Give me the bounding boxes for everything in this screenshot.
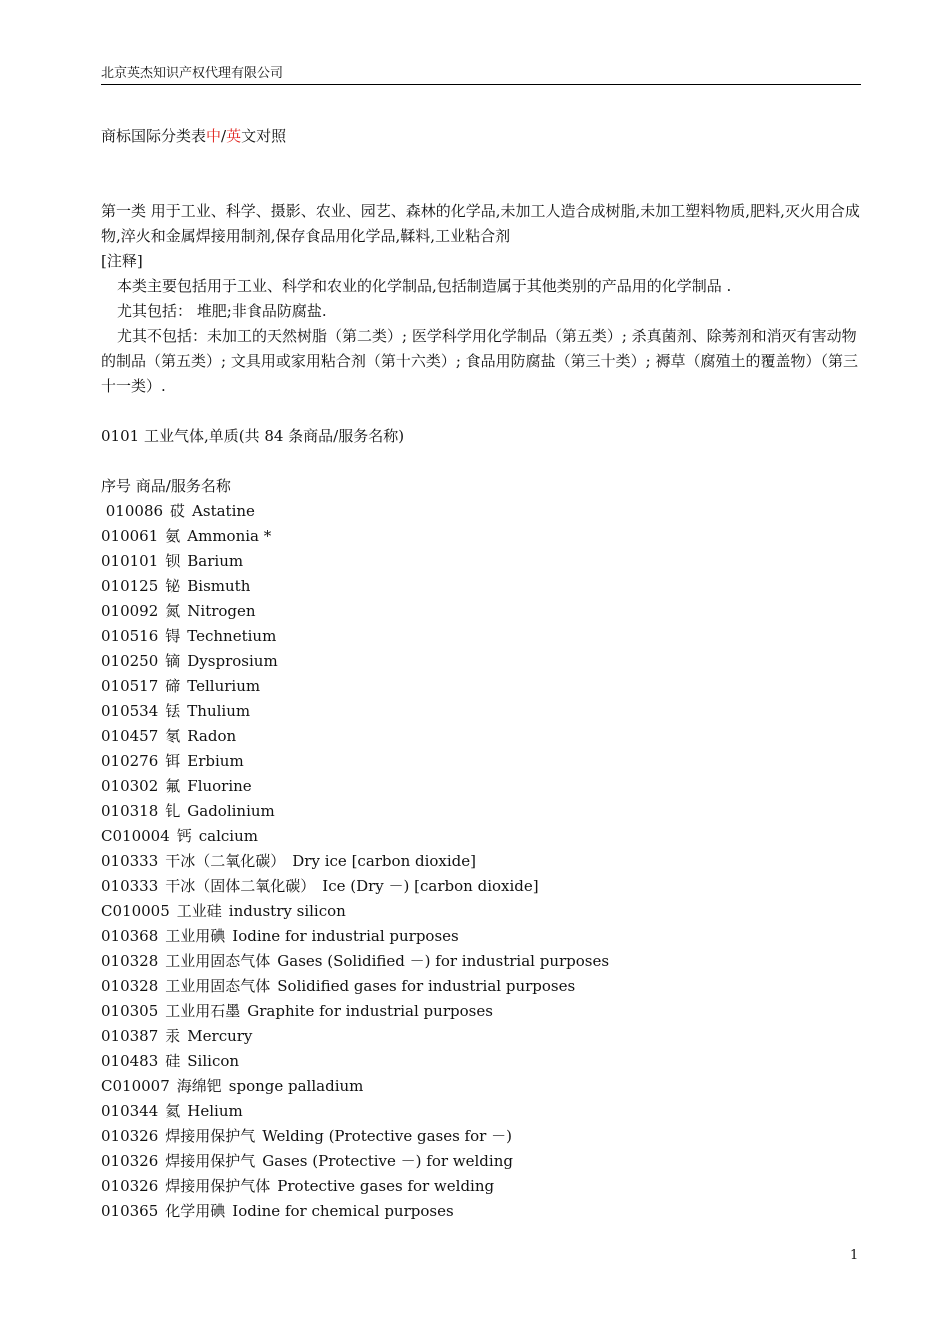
item-zh: 化学用碘 (165, 1202, 226, 1220)
title-en: 英 (226, 127, 242, 145)
item-en: Thulium (187, 702, 251, 720)
item-en: Radon (187, 727, 237, 745)
class-heading: 第一类 用于工业、科学、摄影、农业、园艺、森林的化学品,未加工人造合成树脂,未加工塑料物质,肥料,灭火用合成物,淬火和金属焊接用制剂,保存食品用化学品,鞣料,工业粘合剂 (101, 202, 860, 245)
list-item (101, 874, 863, 899)
item-en: Iodine for industrial purposes (232, 927, 459, 945)
item-code: 010333 (101, 877, 159, 895)
page-number: 1 (850, 1248, 859, 1263)
list-item (101, 649, 863, 674)
item-en: Nitrogen (187, 602, 256, 620)
list-item (101, 1099, 863, 1124)
item-zh: 锝 (165, 627, 181, 645)
item-en: Erbium (187, 752, 244, 770)
item-en: Iodine for chemical purposes (232, 1202, 454, 1220)
item-zh: 铋 (165, 577, 181, 595)
item-zh: 铥 (165, 702, 181, 720)
item-code: 010333 (101, 852, 159, 870)
list-item (101, 1124, 863, 1149)
item-zh: 干冰（二氧化碳） (165, 852, 286, 870)
item-code: 010328 (101, 977, 159, 995)
item-list (101, 499, 863, 1224)
item-zh: 碲 (165, 677, 181, 695)
list-item (101, 824, 863, 849)
item-zh: 工业硅 (176, 902, 222, 920)
list-item (101, 1199, 863, 1224)
item-en: industry silicon (228, 902, 346, 920)
company-name: 北京英杰知识产权代理有限公司 (101, 66, 284, 81)
item-code: 010457 (101, 727, 159, 745)
item-en: Ammonia * (187, 527, 272, 545)
item-zh: 镝 (165, 652, 181, 670)
list-item (101, 999, 863, 1024)
title-zh: 中 (206, 127, 222, 145)
item-code: 010318 (101, 802, 159, 820)
item-en: Tellurium (187, 677, 261, 695)
title-slash: / (221, 127, 227, 145)
item-code: 010326 (101, 1152, 159, 1170)
item-zh: 工业用石墨 (165, 1002, 241, 1020)
page-header (101, 66, 861, 85)
item-zh: 硅 (165, 1052, 181, 1070)
item-zh: 砹 (170, 502, 186, 520)
item-en: Fluorine (187, 777, 252, 795)
item-code: 010086 (101, 502, 164, 520)
table-header: 序号 商品/服务名称 (101, 477, 231, 495)
item-zh: 工业用固态气体 (165, 977, 271, 995)
list-item (101, 949, 863, 974)
item-code: 010516 (101, 627, 159, 645)
item-en: Dysprosium (187, 652, 278, 670)
item-code: 010305 (101, 1002, 159, 1020)
item-en: Gases (Solidified －) for industrial purposes (277, 952, 610, 970)
list-item (101, 899, 863, 924)
item-en: Mercury (187, 1027, 253, 1045)
item-en: sponge palladium (228, 1077, 364, 1095)
item-code: 010365 (101, 1202, 159, 1220)
note-line: 本类主要包括用于工业、科学和农业的化学制品,包括制造属于其他类别的产品用的化学制品 . (117, 277, 732, 295)
list-item (101, 1049, 863, 1074)
item-code: 010328 (101, 952, 159, 970)
item-en: Technetium (187, 627, 277, 645)
item-zh: 钆 (165, 802, 181, 820)
item-code: 010368 (101, 927, 159, 945)
item-en: calcium (198, 827, 258, 845)
item-en: Astatine (192, 502, 255, 520)
item-zh: 海绵钯 (176, 1077, 222, 1095)
item-en: Gadolinium (187, 802, 275, 820)
list-item (101, 849, 863, 874)
item-code: C010005 (101, 902, 170, 920)
item-en: Helium (187, 1102, 243, 1120)
item-code: 010092 (101, 602, 159, 620)
item-zh: 汞 (165, 1027, 181, 1045)
list-item (101, 724, 863, 749)
item-en: Solidified gases for industrial purposes (277, 977, 576, 995)
item-zh: 氨 (165, 527, 181, 545)
item-code: 010483 (101, 1052, 159, 1070)
item-code: 010061 (101, 527, 159, 545)
item-en: Dry ice [carbon dioxide] (292, 852, 477, 870)
list-item (101, 574, 863, 599)
item-en: Protective gases for welding (277, 1177, 495, 1195)
list-item (101, 1024, 863, 1049)
item-zh: 工业用碘 (165, 927, 226, 945)
item-zh: 干冰（固体二氧化碳） (165, 877, 316, 895)
item-code: 010250 (101, 652, 159, 670)
document-title (101, 126, 286, 146)
item-zh: 焊接用保护气 (165, 1127, 256, 1145)
item-code: 010326 (101, 1177, 159, 1195)
item-code: 010344 (101, 1102, 159, 1120)
list-item (101, 1074, 863, 1099)
note-line: 尤其包括： 堆肥;非食品防腐盐. (117, 302, 327, 320)
item-code: 010387 (101, 1027, 159, 1045)
list-item (101, 749, 863, 774)
note-line: 尤其不包括：未加工的天然树脂（第二类）; 医学科学用化学制品（第五类）; 杀真菌剂、除莠剂和消灭有害动物的制品（第五类）; 文具用或家用粘合剂（第十六类）; 食品用防腐盐（第三十类）; 褥草（腐殖土的覆盖物）（第三十一类）. (101, 327, 858, 395)
item-en: Ice (Dry －) [carbon dioxide] (322, 877, 539, 895)
item-zh: 焊接用保护气体 (165, 1177, 271, 1195)
item-zh: 氟 (165, 777, 181, 795)
item-zh: 氮 (165, 602, 181, 620)
list-item (101, 924, 863, 949)
item-zh: 钙 (176, 827, 192, 845)
item-code: 010534 (101, 702, 159, 720)
list-item (101, 599, 863, 624)
list-item (101, 524, 863, 549)
list-item (101, 624, 863, 649)
list-item (101, 674, 863, 699)
item-zh: 氡 (165, 727, 181, 745)
item-en: Bismuth (187, 577, 251, 595)
list-item (101, 974, 863, 999)
subclass-heading: 0101 工业气体,单质(共 84 条商品/服务名称) (101, 427, 405, 445)
item-code: 010101 (101, 552, 159, 570)
list-item (101, 1149, 863, 1174)
item-zh: 氦 (165, 1102, 181, 1120)
title-suffix: 文对照 (241, 127, 287, 145)
list-item (101, 549, 863, 574)
item-code: C010004 (101, 827, 170, 845)
item-code: 010302 (101, 777, 159, 795)
list-item (101, 799, 863, 824)
list-item (101, 1174, 863, 1199)
item-zh: 铒 (165, 752, 181, 770)
list-item (101, 699, 863, 724)
note-label: [注释] (101, 252, 143, 270)
item-en: Graphite for industrial purposes (247, 1002, 493, 1020)
item-en: Gases (Protective －) for welding (262, 1152, 513, 1170)
item-en: Barium (187, 552, 244, 570)
item-en: Silicon (187, 1052, 240, 1070)
list-item (101, 499, 863, 524)
item-zh: 工业用固态气体 (165, 952, 271, 970)
item-en: Welding (Protective gases for －) (262, 1127, 512, 1145)
item-code: 010326 (101, 1127, 159, 1145)
document-body (101, 199, 863, 1224)
item-zh: 焊接用保护气 (165, 1152, 256, 1170)
title-prefix: 商标国际分类表 (101, 127, 207, 145)
item-zh: 钡 (165, 552, 181, 570)
list-item (101, 774, 863, 799)
item-code: 010517 (101, 677, 159, 695)
item-code: 010276 (101, 752, 159, 770)
item-code: 010125 (101, 577, 159, 595)
item-code: C010007 (101, 1077, 170, 1095)
